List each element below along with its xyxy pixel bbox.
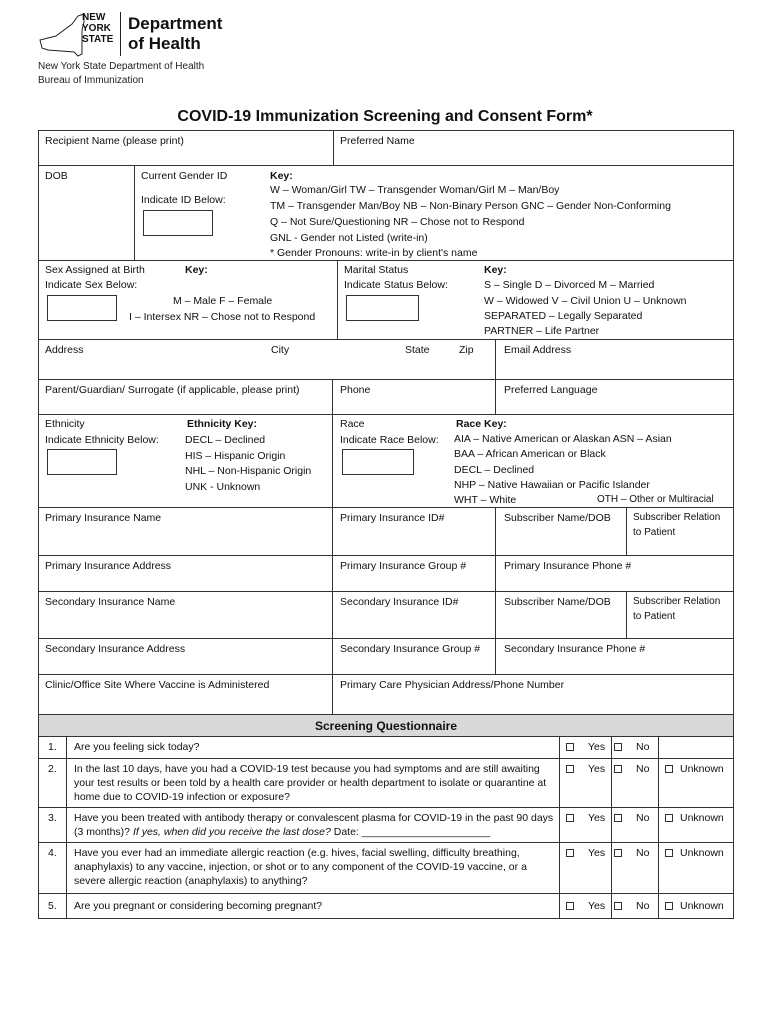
dob-field[interactable] bbox=[38, 165, 135, 261]
question-text bbox=[66, 758, 560, 808]
gender-id-section bbox=[134, 165, 734, 261]
q3-text: Have you been treated with antibody therapy or convalescent plasma for COVID-19 in the past 90 days (3 months)? If yes, when did you receive the last dose? Date: ______________________ bbox=[74, 812, 554, 838]
subscriber-relation-1b-label: to Patient bbox=[633, 527, 676, 538]
ethnicity-section bbox=[38, 414, 333, 508]
gender-id-input[interactable] bbox=[143, 210, 213, 236]
zip-label: Zip bbox=[459, 344, 474, 356]
q4-no[interactable]: No bbox=[611, 842, 659, 894]
race-key-line2: BAA – African American or Black bbox=[454, 448, 606, 460]
q2-no[interactable]: No bbox=[611, 758, 659, 808]
email-field[interactable] bbox=[495, 339, 734, 380]
q4-unknown[interactable]: Unknown bbox=[658, 842, 734, 894]
primary-insurance-name-field[interactable] bbox=[38, 507, 333, 556]
question-text bbox=[66, 842, 560, 894]
secondary-ins-name-label: Secondary Insurance Name bbox=[45, 596, 176, 608]
q5-unknown[interactable]: Unknown bbox=[658, 893, 734, 919]
race-label: Race bbox=[340, 418, 365, 430]
address-label: Address bbox=[45, 344, 84, 356]
preferred-name-label: Preferred Name bbox=[340, 135, 415, 147]
checkbox-icon[interactable] bbox=[614, 849, 622, 857]
secondary-ins-phone-label: Secondary Insurance Phone # bbox=[504, 643, 646, 655]
pcp-field[interactable] bbox=[332, 674, 734, 715]
address-field[interactable] bbox=[38, 339, 496, 380]
logo-state-line3: STATE bbox=[82, 34, 114, 45]
email-label: Email Address bbox=[504, 344, 572, 356]
indicate-ethnicity-label: Indicate Ethnicity Below: bbox=[45, 434, 159, 446]
subscriber-relation-2a-label: Subscriber Relation bbox=[633, 596, 721, 607]
preferred-name-field[interactable] bbox=[333, 130, 734, 166]
q2-text: In the last 10 days, have you had a COVID-19 test because you had symptoms and are still awaiting your test results or been told by a health care provider or health department to isolate or quarantine at home due to COVID-19 infection or exposure? bbox=[74, 763, 547, 803]
indicate-sex-label: Indicate Sex Below: bbox=[45, 279, 138, 291]
logo-divider bbox=[120, 12, 121, 56]
checkbox-icon[interactable] bbox=[614, 765, 622, 773]
logo-state-line2: YORK bbox=[82, 23, 111, 34]
org-line1: New York State Department of Health bbox=[38, 61, 205, 72]
gender-key-line4: GNL - Gender not Listed (write-in) bbox=[270, 232, 428, 244]
primary-ins-group-label: Primary Insurance Group # bbox=[340, 560, 467, 572]
pcp-label: Primary Care Physician Address/Phone Number bbox=[340, 679, 565, 691]
recipient-name-field[interactable] bbox=[38, 130, 334, 166]
secondary-insurance-phone-field[interactable] bbox=[495, 638, 734, 675]
form-title: COVID-19 Immunization Screening and Consent Form* bbox=[177, 108, 593, 125]
secondary-insurance-group-field[interactable] bbox=[332, 638, 496, 675]
question-number: 5. bbox=[38, 893, 67, 919]
q4-yes[interactable]: Yes bbox=[559, 842, 612, 894]
ethnicity-key-line3: NHL – Non-Hispanic Origin bbox=[185, 465, 312, 477]
q2-yes[interactable]: Yes bbox=[559, 758, 612, 808]
question-text bbox=[66, 807, 560, 843]
marital-key-line1: S – Single D – Divorced M – Married bbox=[484, 279, 655, 291]
primary-insurance-phone-field[interactable] bbox=[495, 555, 734, 592]
marital-key-line2: W – Widowed V – Civil Union U – Unknown bbox=[484, 295, 687, 307]
preferred-language-label: Preferred Language bbox=[504, 384, 598, 396]
checkbox-icon[interactable] bbox=[614, 743, 622, 751]
primary-insurance-group-field[interactable] bbox=[332, 555, 496, 592]
org-line2: Bureau of Immunization bbox=[38, 75, 144, 86]
checkbox-icon[interactable] bbox=[566, 765, 574, 773]
race-section bbox=[332, 414, 734, 508]
primary-ins-id-label: Primary Insurance ID# bbox=[340, 512, 445, 524]
primary-insurance-address-field[interactable] bbox=[38, 555, 333, 592]
sex-at-birth-section bbox=[38, 260, 338, 340]
race-key-line5b: OTH – Other or Multiracial bbox=[597, 494, 714, 505]
sex-input[interactable] bbox=[47, 295, 117, 321]
primary-ins-phone-label: Primary Insurance Phone # bbox=[504, 560, 632, 572]
race-key-line5a: WHT – White bbox=[454, 494, 517, 506]
current-gender-id-label: Current Gender ID bbox=[141, 170, 228, 182]
marital-status-label: Marital Status bbox=[344, 264, 409, 276]
sex-key-title: Key: bbox=[185, 264, 208, 276]
q3-yes[interactable]: Yes bbox=[559, 807, 612, 843]
checkbox-icon[interactable] bbox=[566, 743, 574, 751]
subscriber-relation-1-field[interactable] bbox=[626, 507, 734, 556]
q1-no[interactable]: No bbox=[611, 736, 659, 759]
marital-status-input[interactable] bbox=[346, 295, 419, 321]
form-grid bbox=[38, 130, 734, 919]
race-key-line4: NHP – Native Hawaiian or Pacific Islander bbox=[454, 479, 650, 491]
q5-text: Are you pregnant or considering becoming pregnant? bbox=[74, 900, 323, 912]
secondary-insurance-id-field[interactable] bbox=[332, 591, 496, 639]
clinic-site-field[interactable] bbox=[38, 674, 333, 715]
checkbox-icon[interactable] bbox=[665, 902, 673, 910]
phone-label: Phone bbox=[340, 384, 371, 396]
indicate-id-label: Indicate ID Below: bbox=[141, 194, 226, 206]
logo-dept-line1: Department bbox=[128, 14, 223, 33]
sex-key-line2: I – Intersex NR – Chose not to Respond bbox=[129, 311, 316, 323]
gender-key-line1: W – Woman/Girl TW – Transgender Woman/Girl M – Man/Boy bbox=[270, 184, 560, 196]
subscriber-name-dob-1-label: Subscriber Name/DOB bbox=[504, 512, 611, 524]
logo-dept-line2: of Health bbox=[128, 34, 201, 53]
ethnicity-key-line2: HIS – Hispanic Origin bbox=[185, 450, 286, 462]
clinic-site-label: Clinic/Office Site Where Vaccine is Administered bbox=[45, 679, 270, 691]
race-key-line1: AIA – Native American or Alaskan ASN – Asian bbox=[454, 433, 672, 445]
recipient-name-label: Recipient Name (please print) bbox=[45, 135, 184, 147]
marital-status-section bbox=[337, 260, 734, 340]
checkbox-icon[interactable] bbox=[614, 902, 622, 910]
ethnicity-key-line4: UNK - Unknown bbox=[185, 481, 261, 493]
gender-key-line2: TM – Transgender Man/Boy NB – Non-Binary Person GNC – Gender Non-Conforming bbox=[270, 200, 671, 212]
indicate-status-label: Indicate Status Below: bbox=[344, 279, 448, 291]
state-label: State bbox=[405, 344, 430, 356]
q3-no[interactable]: No bbox=[611, 807, 659, 843]
q5-yes[interactable]: Yes bbox=[559, 893, 612, 919]
city-label: City bbox=[271, 344, 290, 356]
secondary-ins-id-label: Secondary Insurance ID# bbox=[340, 596, 459, 608]
secondary-ins-address-label: Secondary Insurance Address bbox=[45, 643, 186, 655]
question-number: 3. bbox=[38, 807, 67, 843]
nys-doh-logo bbox=[38, 10, 238, 60]
marital-key-title: Key: bbox=[484, 264, 507, 276]
sex-assigned-label: Sex Assigned at Birth bbox=[45, 264, 145, 276]
question-number: 2. bbox=[38, 758, 67, 808]
q1-yes[interactable]: Yes bbox=[559, 736, 612, 759]
secondary-ins-group-label: Secondary Insurance Group # bbox=[340, 643, 481, 655]
secondary-insurance-name-field[interactable] bbox=[38, 591, 333, 639]
screening-title: Screening Questionnaire bbox=[38, 714, 734, 737]
question-text bbox=[66, 736, 560, 759]
subscriber-name-dob-1-field[interactable] bbox=[495, 507, 627, 556]
logo-state-line1: NEW bbox=[82, 12, 106, 23]
ethnicity-input[interactable] bbox=[47, 449, 117, 475]
ethnicity-key-title: Ethnicity Key: bbox=[187, 418, 258, 430]
q3-unknown[interactable]: Unknown bbox=[658, 807, 734, 843]
checkbox-icon[interactable] bbox=[566, 849, 574, 857]
subscriber-name-dob-2-label: Subscriber Name/DOB bbox=[504, 596, 611, 608]
ethnicity-label: Ethnicity bbox=[45, 418, 85, 430]
subscriber-relation-2b-label: to Patient bbox=[633, 611, 676, 622]
question-number: 4. bbox=[38, 842, 67, 894]
primary-insurance-id-field[interactable] bbox=[332, 507, 496, 556]
checkbox-icon[interactable] bbox=[665, 849, 673, 857]
ethnicity-key-line1: DECL – Declined bbox=[185, 434, 266, 446]
q1-text: Are you feeling sick today? bbox=[74, 741, 200, 753]
checkbox-icon[interactable] bbox=[614, 814, 622, 822]
sex-key-line1: M – Male F – Female bbox=[173, 295, 273, 307]
marital-key-line4: PARTNER – Life Partner bbox=[484, 325, 600, 337]
guardian-field[interactable] bbox=[38, 379, 333, 415]
gender-key-line5: * Gender Pronouns: write-in by client's name bbox=[270, 247, 478, 259]
q4-text: Have you ever had an immediate allergic reaction (e.g. hives, facial swelling, difficulty breathing, anaphylaxis) to any vaccine, injection, or shot or to any component of the COVID-19 vaccine, or a severe allergic reaction (anaphylaxis) to anything? bbox=[74, 847, 527, 887]
subscriber-relation-2-field[interactable] bbox=[626, 591, 734, 639]
marital-key-line3: SEPARATED – Legally Separated bbox=[484, 310, 643, 322]
checkbox-icon[interactable] bbox=[566, 902, 574, 910]
race-key-title: Race Key: bbox=[456, 418, 507, 430]
indicate-race-label: Indicate Race Below: bbox=[340, 434, 439, 446]
race-key-line3: DECL – Declined bbox=[454, 464, 535, 476]
q2-unknown[interactable]: Unknown bbox=[658, 758, 734, 808]
checkbox-icon[interactable] bbox=[566, 814, 574, 822]
gender-key-title: Key: bbox=[270, 170, 293, 182]
primary-ins-name-label: Primary Insurance Name bbox=[45, 512, 162, 524]
preferred-language-field[interactable] bbox=[495, 379, 734, 415]
question-number: 1. bbox=[38, 736, 67, 759]
phone-field[interactable] bbox=[332, 379, 496, 415]
subscriber-name-dob-2-field[interactable] bbox=[495, 591, 627, 639]
q1-unknown-empty bbox=[658, 736, 734, 759]
guardian-label: Parent/Guardian/ Surrogate (if applicable, please print) bbox=[45, 384, 300, 396]
subscriber-relation-1a-label: Subscriber Relation bbox=[633, 512, 721, 523]
secondary-insurance-address-field[interactable] bbox=[38, 638, 333, 675]
question-text bbox=[66, 893, 560, 919]
q5-no[interactable]: No bbox=[611, 893, 659, 919]
primary-ins-address-label: Primary Insurance Address bbox=[45, 560, 172, 572]
race-input[interactable] bbox=[342, 449, 414, 475]
dob-label: DOB bbox=[45, 170, 68, 182]
gender-key-line3: Q – Not Sure/Questioning NR – Chose not to Respond bbox=[270, 216, 525, 228]
checkbox-icon[interactable] bbox=[665, 765, 673, 773]
checkbox-icon[interactable] bbox=[665, 814, 673, 822]
